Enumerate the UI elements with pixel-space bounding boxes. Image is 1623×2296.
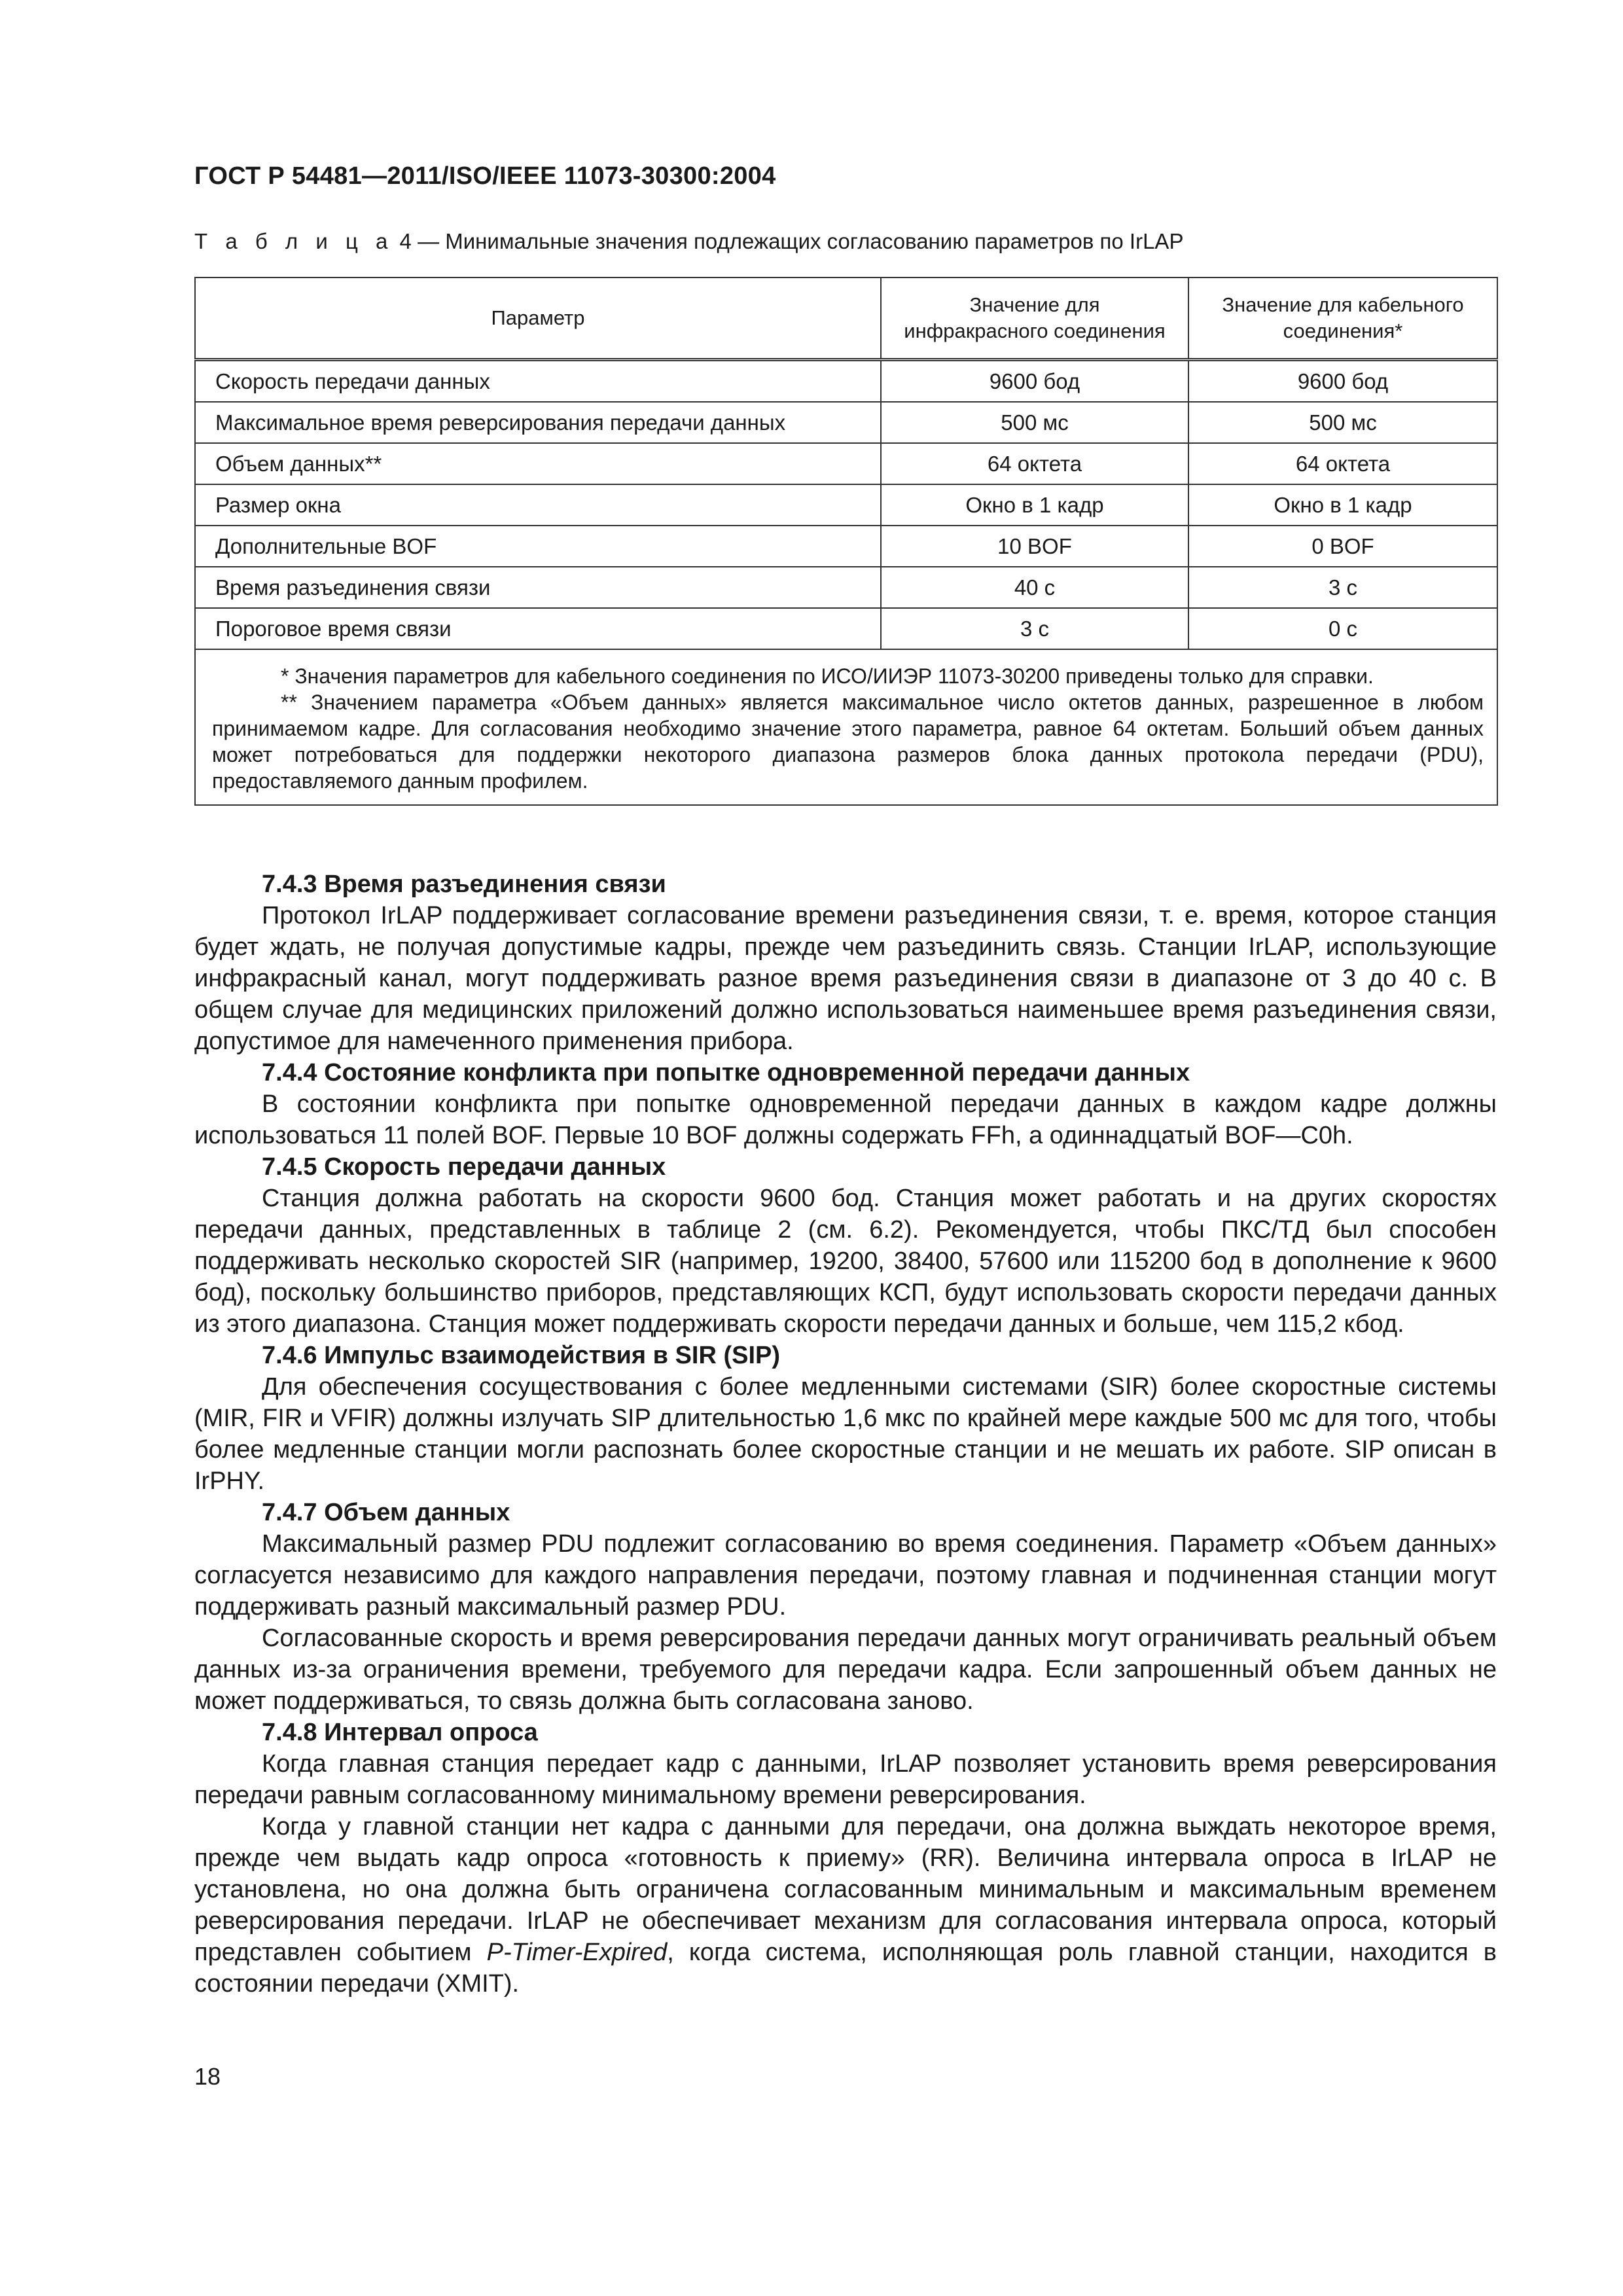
- table-row: [195, 443, 1497, 484]
- table-caption: [194, 229, 1183, 254]
- section-heading-7-4-4: 7.4.4 Состояние конфликта при попытке одновременной передачи данных: [262, 1059, 1190, 1086]
- ir-value-cell: 10 BOF: [881, 526, 1188, 567]
- ir-value-cell: Окно в 1 кадр: [881, 484, 1188, 526]
- table-notes: [195, 649, 1497, 805]
- paragraph-text: Когда у главной станции нет кадра с данными для передачи, она должна выждать некоторое время, прежде чем выдать кадр опроса «готовность к приему» (RR). Величина интервала опроса в IrLAP не установлена, но она должна быть ограничена согласованным минимальным и максимальным временем реверсирования передачи. IrLAP не обеспечивает механизм для согласования интервала опроса, который представлен событием: [194, 1813, 1497, 1966]
- table-caption-number: 4: [399, 229, 412, 253]
- table-row: [195, 526, 1497, 567]
- body-text: [194, 869, 1497, 2000]
- section-heading-7-4-8: 7.4.8 Интервал опроса: [262, 1719, 538, 1746]
- paragraph: В состоянии конфликта при попытке одновременной передачи данных в каждом кадре должны использоваться 11 полей BOF. Первые 10 BOF должны содержать FFh, а одиннадцатый BOF—C0h.: [194, 1090, 1497, 1149]
- ir-value-cell: 9600 бод: [881, 360, 1188, 403]
- parameter-cell: Дополнительные BOF: [195, 526, 881, 567]
- cable-value-cell: 0 BOF: [1188, 526, 1497, 567]
- section-heading-7-4-6: 7.4.6 Импульс взаимодействия в SIR (SIP): [262, 1342, 781, 1369]
- table-note-1: * Значения параметров для кабельного соединения по ИСО/ИИЭР 11073-30200 приведены только для справки.: [281, 664, 1374, 688]
- table-caption-prefix: Т а б л и ц а: [194, 229, 394, 253]
- parameter-cell: Скорость передачи данных: [195, 360, 881, 403]
- parameter-cell: Пороговое время связи: [195, 608, 881, 649]
- page-number: 18: [194, 2063, 221, 2090]
- table-header-row: [195, 278, 1497, 360]
- cable-value-cell: 64 октета: [1188, 443, 1497, 484]
- table-row: [195, 360, 1497, 403]
- cable-value-cell: 9600 бод: [1188, 360, 1497, 403]
- cable-value-cell: 0 с: [1188, 608, 1497, 649]
- ir-value-cell: 500 мс: [881, 402, 1188, 443]
- section-heading-7-4-3: 7.4.3 Время разъединения связи: [262, 870, 666, 898]
- table-row: [195, 567, 1497, 608]
- paragraph: Станция должна работать на скорости 9600 бод. Станция может работать и на других скоростях передачи данных, представленных в таблице 2 (см. 6.2). Рекомендуется, чтобы ПКС/ТД был способен поддерживать несколько скоростей SIR (например, 19200, 38400, 57600 или 115200 бод в дополнение к 9600 бод), поскольку большинство приборов, представляющих КСП, будут использовать скорости передачи данных из этого диапазона. Станция может поддерживать скорости передачи данных и больше, чем 115,2 кбод.: [194, 1185, 1497, 1338]
- column-header: Значение для кабельного соединения*: [1188, 278, 1497, 360]
- table-notes-row: [195, 649, 1497, 805]
- table-row: [195, 402, 1497, 443]
- cable-value-cell: 500 мс: [1188, 402, 1497, 443]
- paragraph: [194, 1811, 1497, 2000]
- parameter-cell: Время разъединения связи: [195, 567, 881, 608]
- paragraph: Когда главная станция передает кадр с данными, IrLAP позволяет установить время реверсирования передачи равным согласованному минимальному времени реверсирования.: [194, 1750, 1497, 1809]
- column-header: Параметр: [195, 278, 881, 360]
- section-heading-7-4-5: 7.4.5 Скорость передачи данных: [262, 1153, 666, 1181]
- parameter-cell: Максимальное время реверсирования передачи данных: [195, 402, 881, 443]
- cable-value-cell: 3 с: [1188, 567, 1497, 608]
- parameter-cell: Размер окна: [195, 484, 881, 526]
- event-name: P-Timer-Expired: [486, 1939, 668, 1966]
- paragraph: Протокол IrLAP поддерживает согласование времени разъединения связи, т. е. время, которое станция будет ждать, не получая допустимые кадры, прежде чем разъединить связь. Станции IrLAP, использующие инфракрасный канал, могут поддерживать разное время разъединения связи в диапазоне от 3 до 40 с. В общем случае для медицинских приложений должно использоваться наименьшее время разъединения связи, допустимое для намеченного применения прибора.: [194, 902, 1497, 1055]
- parameters-table: [194, 277, 1498, 806]
- paragraph: Для обеспечения сосуществования с более медленными системами (SIR) более скоростные системы (MIR, FIR и VFIR) должны излучать SIP длительностью 1,6 мкс по крайней мере каждые 500 мс для того, чтобы более медленные станции могли распознать более скоростные станции и не мешать их работе. SIP описан в IrPHY.: [194, 1373, 1497, 1495]
- paragraph: Согласованные скорость и время реверсирования передачи данных могут ограничивать реальный объем данных из-за ограничения времени, требуемого для передачи кадра. Если запрошенный объем данных не может поддерживаться, то связь должна быть согласована заново.: [194, 1624, 1497, 1715]
- paragraph: Максимальный размер PDU подлежит согласованию во время соединения. Параметр «Объем данных» согласуется независимо для каждого направления передачи, поэтому главная и подчиненная станции могут поддерживать разный максимальный размер PDU.: [194, 1530, 1497, 1621]
- table-row: [195, 608, 1497, 649]
- cable-value-cell: Окно в 1 кадр: [1188, 484, 1497, 526]
- parameter-cell: Объем данных**: [195, 443, 881, 484]
- table-row: [195, 484, 1497, 526]
- column-header: Значение для инфракрасного соединения: [881, 278, 1188, 360]
- table-caption-text: — Минимальные значения подлежащих согласованию параметров по IrLAP: [418, 229, 1184, 253]
- section-heading-7-4-7: 7.4.7 Объем данных: [262, 1499, 510, 1526]
- document-header: ГОСТ Р 54481—2011/ISO/IEEE 11073-30300:2004: [194, 162, 776, 190]
- table-note-2: ** Значением параметра «Объем данных» является максимальное число октетов данных, разрешенное в любом принимаемом кадре. Для согласования необходимо значение этого параметра, равное 64 октетам. Больший объем данных может потребоваться для поддержки некоторого диапазона размеров блока данных протокола передачи (PDU), предоставляемого данным профилем.: [212, 691, 1484, 793]
- ir-value-cell: 3 с: [881, 608, 1188, 649]
- paragraph-text: , когда система, исполняющая роль главной станции, находится в состоянии передачи (XMIT).: [194, 1939, 1497, 1998]
- ir-value-cell: 64 октета: [881, 443, 1188, 484]
- ir-value-cell: 40 с: [881, 567, 1188, 608]
